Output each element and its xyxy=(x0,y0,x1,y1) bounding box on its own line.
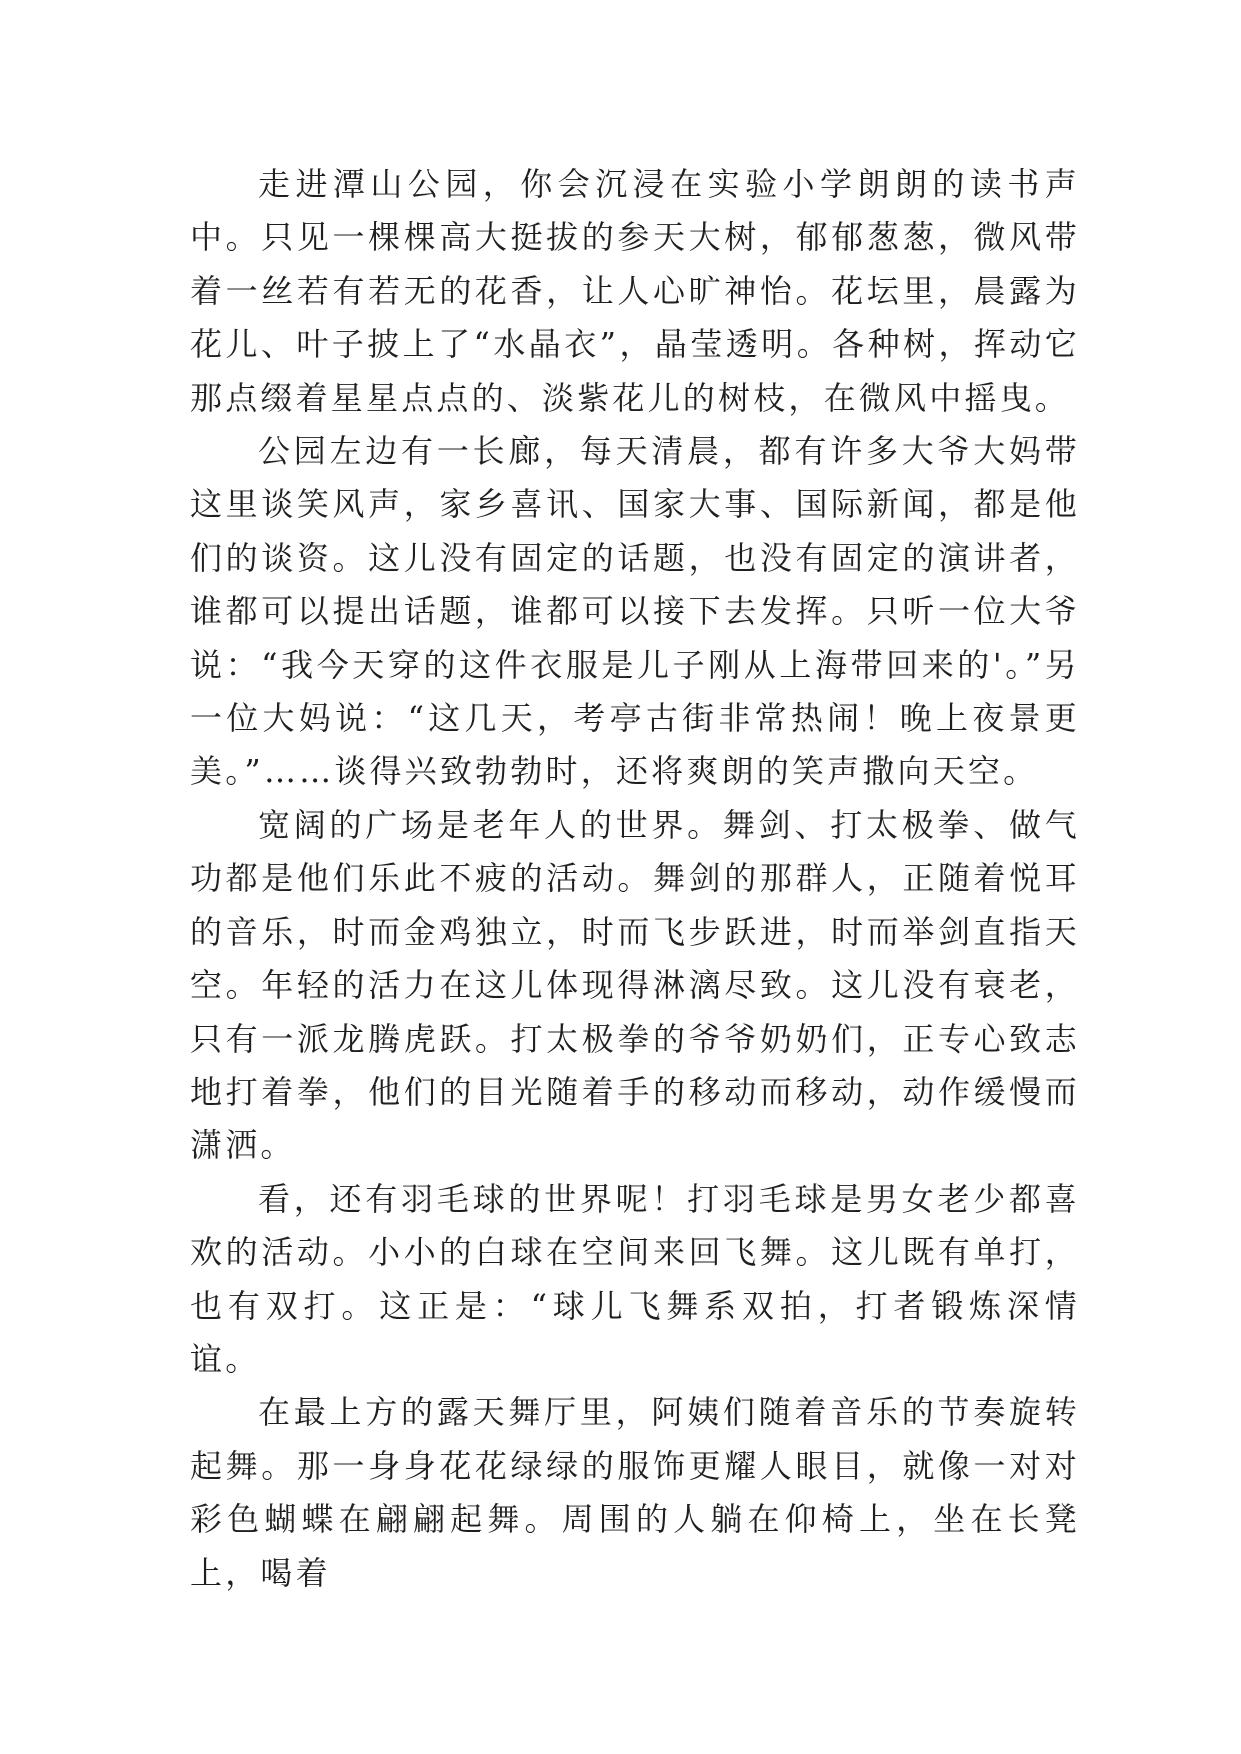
paragraph-2: 公园左边有一长廊，每天清晨，都有许多大爷大妈带这里谈笑风声，家乡喜讯、国家大事、国际新闻，都是他们的谈资。这儿没有固定的话题，也没有固定的演讲者，谁都可以提出话题，谁都可以接下去发挥。只听一位大爷说：“我今天穿的这件衣服是儿子刚从上海带回来的'。”另一位大妈说：“这几天，考亭古街非常热闹！晚上夜景更美。”……谈得兴致勃勃时，还将爽朗的笑声撒向天空。 xyxy=(190,432,1080,791)
paragraph-5: 在最上方的露天舞厅里，阿姨们随着音乐的节奏旋转起舞。那一身身花花绿绿的服饰更耀人眼目，就像一对对彩色蝴蝶在翩翩起舞。周围的人躺在仰椅上，坐在长凳上，喝着 xyxy=(190,1393,1080,1592)
paragraph-3: 宽阔的广场是老年人的世界。舞剑、打太极拳、做气功都是他们乐此不疲的活动。舞剑的那群人，正随着悦耳的音乐，时而金鸡独立，时而飞步跃进，时而举剑直指天空。年轻的活力在这儿体现得淋漓尽致。这儿没有衰老，只有一派龙腾虎跃。打太极拳的爷爷奶奶们，正专心致志地打着拳，他们的目光随着手的移动而移动，动作缓慢而潇洒。 xyxy=(190,805,1080,1165)
article-body xyxy=(190,158,1080,1600)
paragraph-1: 走进潭山公园，你会沉浸在实验小学朗朗的读书声中。只见一棵棵高大挺拔的参天大树，郁郁葱葱，微风带着一丝若有若无的花香，让人心旷神怡。花坛里，晨露为花儿、叶子披上了“水晶衣”，晶莹透明。各种树，挥动它那点缀着星星点点的、淡紫花儿的树枝，在微风中摇曳。 xyxy=(190,165,1080,417)
paragraph-4: 看，还有羽毛球的世界呢！打羽毛球是男女老少都喜欢的活动。小小的白球在空间来回飞舞。这儿既有单打，也有双打。这正是：“球儿飞舞系双拍，打者锻炼深情谊。 xyxy=(190,1179,1080,1378)
